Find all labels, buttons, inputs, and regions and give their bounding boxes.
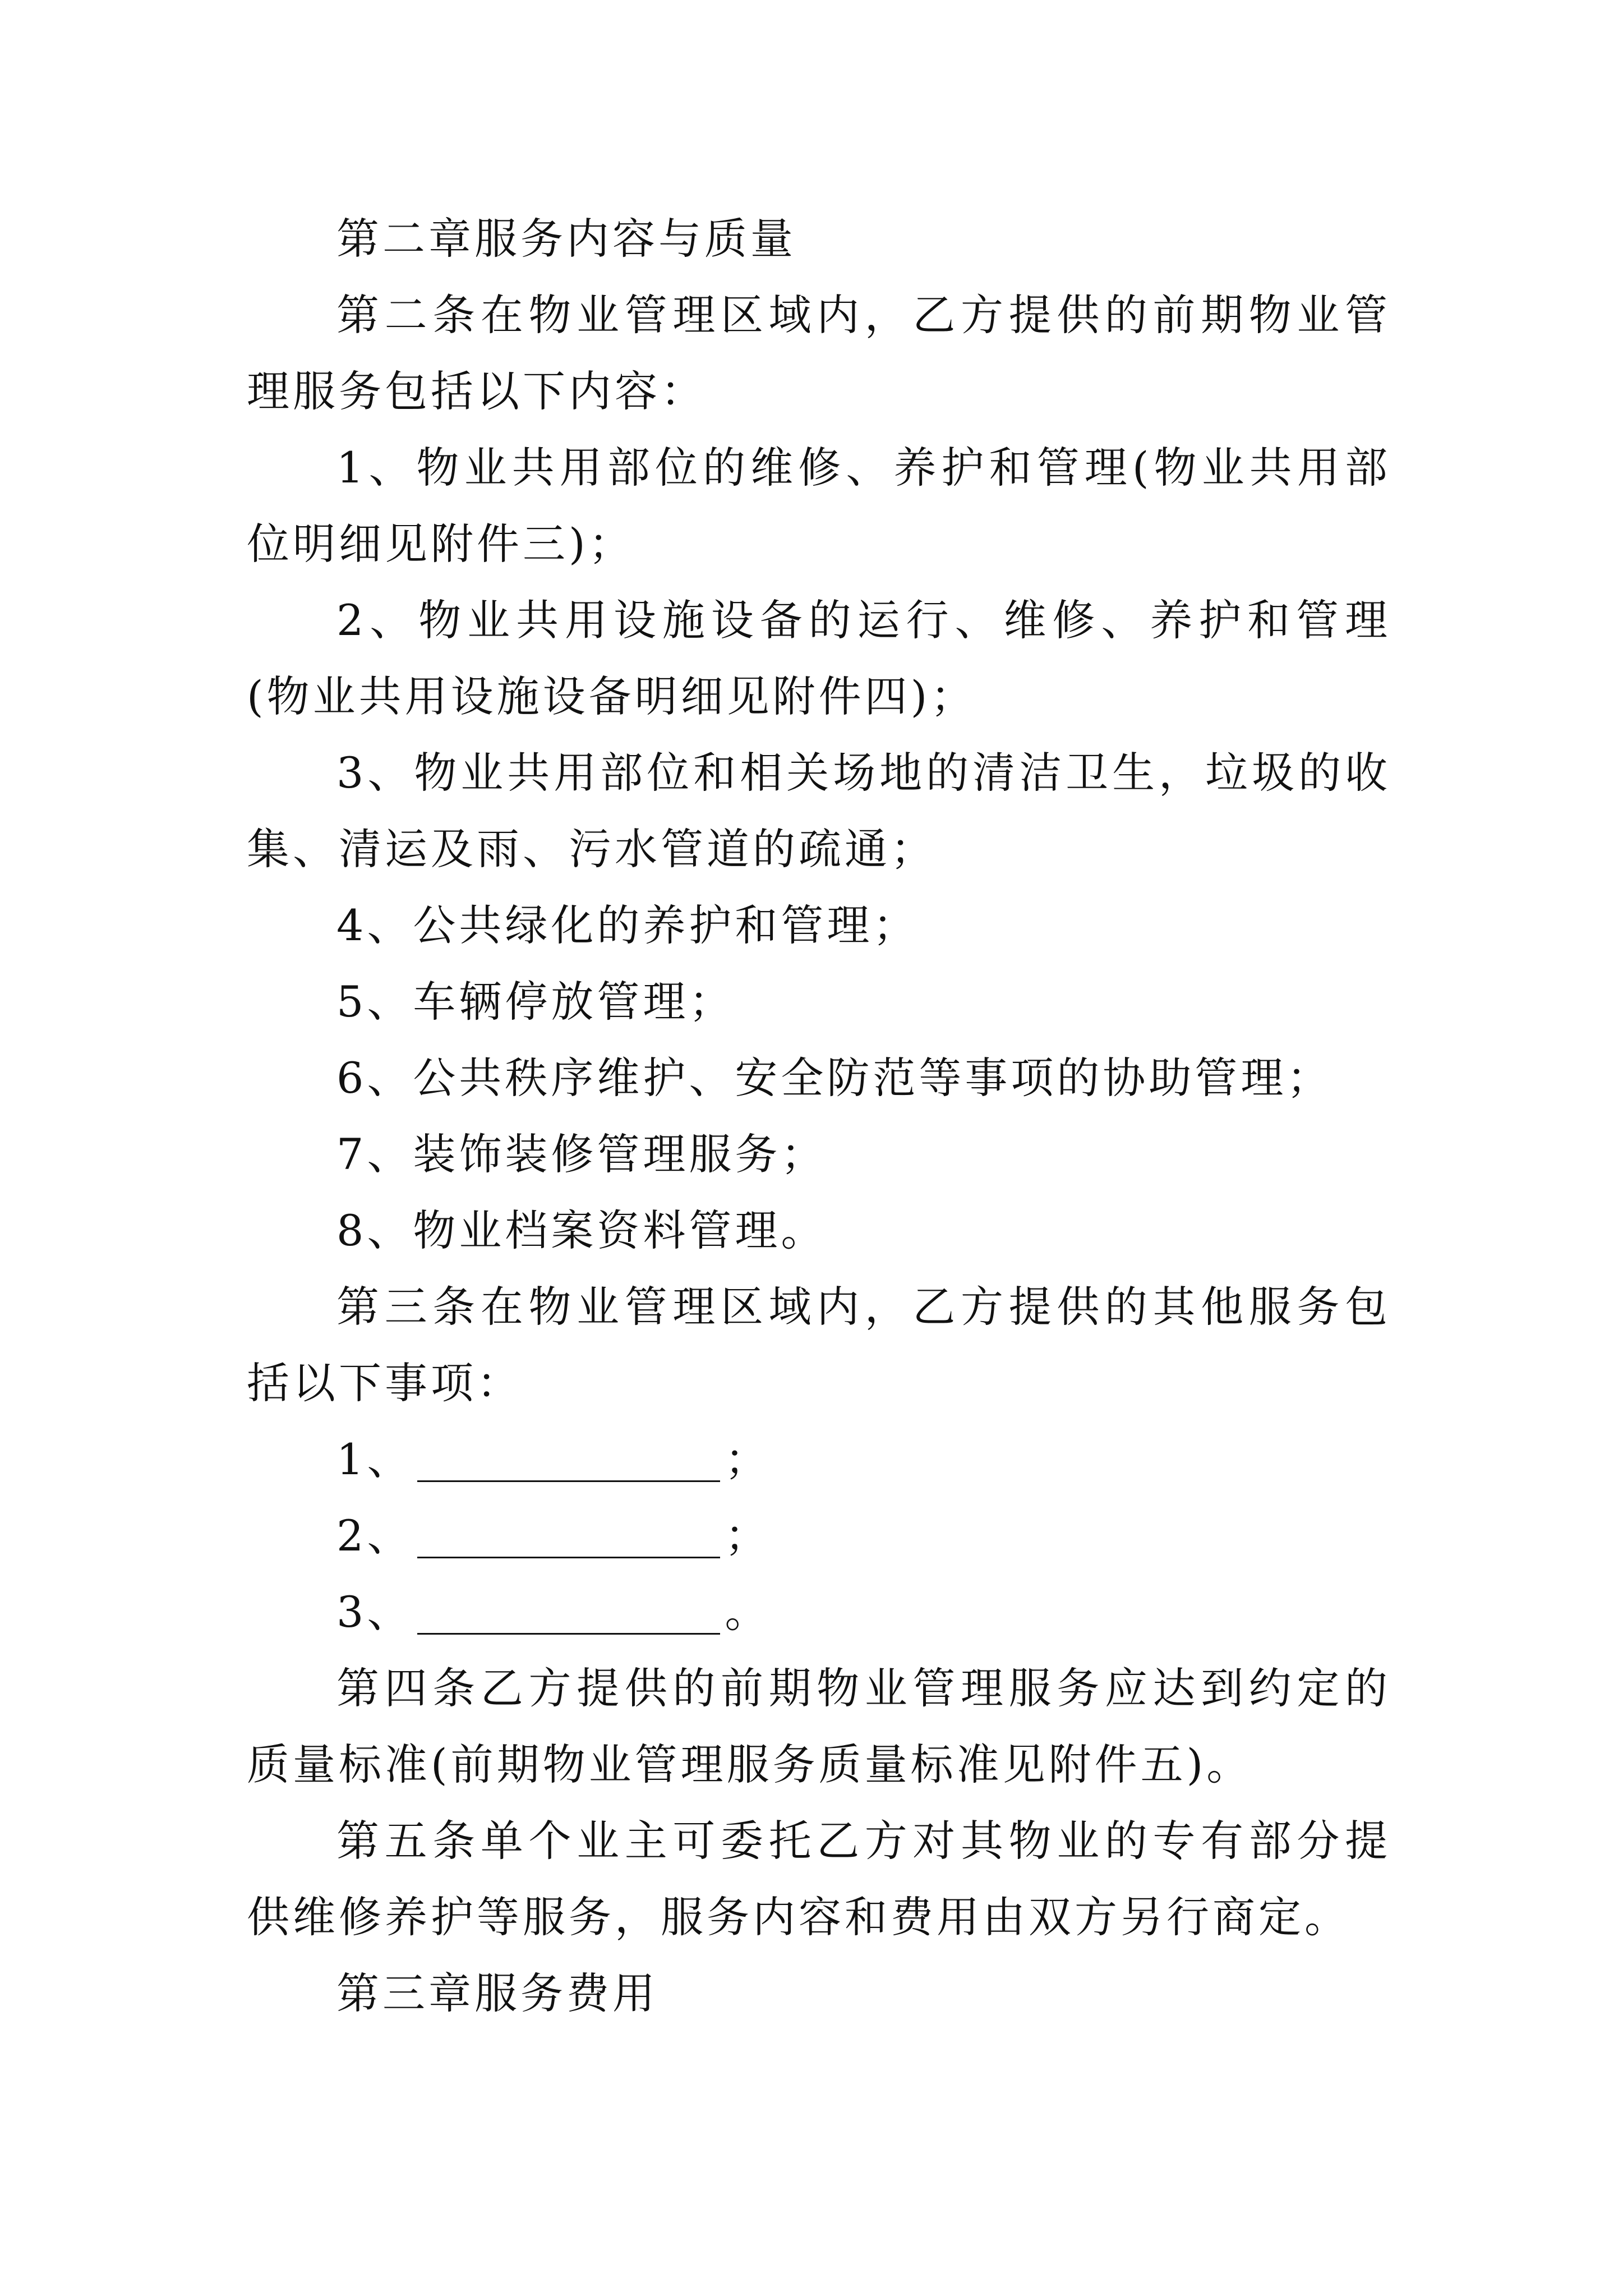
blank-item-end: ；: [725, 1434, 771, 1484]
chapter-heading-2: 第二章服务内容与质量: [336, 214, 796, 264]
article-2: 第二条在物业管理区域内，乙方提供的前期物业管理服务包括以下内容：: [247, 290, 1391, 416]
blank-item-end: 。: [725, 1587, 771, 1637]
blank-item-number: 2、: [336, 1511, 413, 1561]
fill-in-blank: [417, 1590, 720, 1635]
blank-item: [247, 1574, 1391, 1650]
list-item: 5、车辆停放管理；: [336, 977, 735, 1027]
blank-item-number: 3、: [336, 1587, 413, 1637]
fill-in-blank: [417, 1438, 720, 1482]
list-item: 4、公共绿化的养护和管理；: [336, 900, 919, 950]
document-body: [247, 201, 1391, 2032]
article-3: 第三条在物业管理区域内，乙方提供的其他服务包括以下事项：: [247, 1282, 1391, 1408]
article-5: 第五条单个业主可委托乙方对其物业的专有部分提供维修养护等服务，服务内容和费用由双方另行商定。: [247, 1816, 1391, 1942]
blank-item: [247, 1498, 1391, 1574]
blank-item-number: 1、: [336, 1434, 413, 1484]
chapter-heading-3: 第三章服务费用: [336, 1968, 658, 2018]
blank-item-end: ；: [725, 1511, 771, 1561]
fill-in-blank: [417, 1514, 720, 1558]
list-item: 1、物业共用部位的维修、养护和管理(物业共用部位明细见附件三)；: [247, 443, 1391, 569]
list-item: 7、装饰装修管理服务；: [336, 1129, 827, 1179]
article-4: 第四条乙方提供的前期物业管理服务应达到约定的质量标准(前期物业管理服务质量标准见附件五)。: [247, 1663, 1391, 1789]
list-item: 8、物业档案资料管理。: [336, 1205, 827, 1255]
list-item: 3、物业共用部位和相关场地的清洁卫生，垃圾的收集、清运及雨、污水管道的疏通；: [247, 748, 1391, 874]
list-item: 6、公共秩序维护、安全防范等事项的协助管理；: [336, 1053, 1333, 1103]
list-item: 2、物业共用设施设备的运行、维修、养护和管理(物业共用设施设备明细见附件四)；: [247, 595, 1391, 721]
blank-item: [247, 1421, 1391, 1498]
